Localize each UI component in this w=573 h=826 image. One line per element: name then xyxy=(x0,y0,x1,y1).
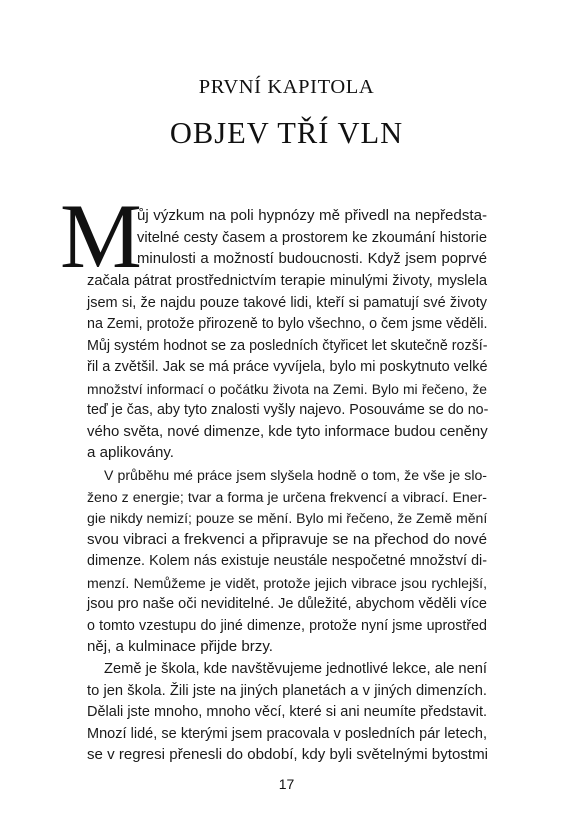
text-line: vého světa, nové dimenze, kde tyto informace budou ceněny xyxy=(87,424,488,440)
text-line: to jen škola. Žili jste na jiných planetách a v jiných dimenzích. xyxy=(87,683,487,699)
text-line: teď je čas, aby tyto znalosti vyšly najevo. Posouváme se do no- xyxy=(87,402,489,418)
chapter-title: OBJEV TŘÍ VLN xyxy=(169,116,404,150)
text-line: Mnozí lidé, se kterými jsem pracovala v posledních pár letech, xyxy=(87,726,487,742)
text-line: vitelné cesty časem a prostorem ke zkoumání historie xyxy=(137,230,487,246)
text-line: gie nikdy nemizí; pouze se mění. Bylo mi řečeno, že Země mění xyxy=(87,510,488,526)
text-line: dimenze. Kolem nás existuje neustále nespočetné množství di- xyxy=(87,553,487,569)
text-line: V průběhu mé práce jsem slyšela hodně o tom, že vše je slo- xyxy=(104,467,487,483)
text-line: menzí. Nemůžeme je vidět, protože jejich vibrace jsou rychlejší, xyxy=(87,575,487,591)
text-line: a aplikovány. xyxy=(87,444,174,461)
text-line: jsou pro naše oči neviditelné. Je důležité, abychom věděli více xyxy=(87,596,487,612)
text-line: ženo z energie; tvar a forma je určena frekvencí a vibrací. Ener- xyxy=(87,489,487,505)
text-line: začala pátrat prostřednictvím terapie minulými životy, myslela xyxy=(87,273,487,289)
page-number: 17 xyxy=(278,776,295,792)
text-line: ůj výzkum na poli hypnózy mě přivedl na nepředsta- xyxy=(137,207,487,224)
text-line: se v regresi přenesli do období, kdy byli světelnými bytostmi xyxy=(87,746,489,763)
text-line: o tomto vzestupu do jiné dimenze, protože nyní jsme uprostřed xyxy=(87,618,487,634)
drop-cap: M xyxy=(60,185,142,287)
text-line: minulosti a možností budoucnosti. Když jsem poprvé xyxy=(137,251,487,267)
text-line: na Zemi, protože přirozeně to bylo všechno, o čem jsme věděli. xyxy=(87,316,488,332)
text-line: svou vibraci a frekvenci a připravuje se na přechod do nové xyxy=(87,531,487,548)
text-line: Dělali jste mnoho, mnoho věcí, které si ani neumíte představit. xyxy=(87,704,487,720)
text-line: množství informací o počátku života na Zemi. Bylo mi řečeno, že xyxy=(87,381,487,397)
text-line: jsem si, že najdu pouze takové lidi, kteří si pamatují své životy xyxy=(87,295,487,311)
text-line: Můj systém hodnot se za posledních čtyřicet let skutečně rozší- xyxy=(87,338,488,354)
text-line: Země je škola, kde navštěvujeme jednotlivé lekce, ale není xyxy=(104,661,487,677)
chapter-label: PRVNÍ KAPITOLA xyxy=(198,76,375,98)
text-line: něj, a kulminace přijde brzy. xyxy=(87,638,273,655)
text-line: řil a zvětšil. Jak se má práce vyvíjela, bylo mi poskytnuto velké xyxy=(87,359,488,375)
